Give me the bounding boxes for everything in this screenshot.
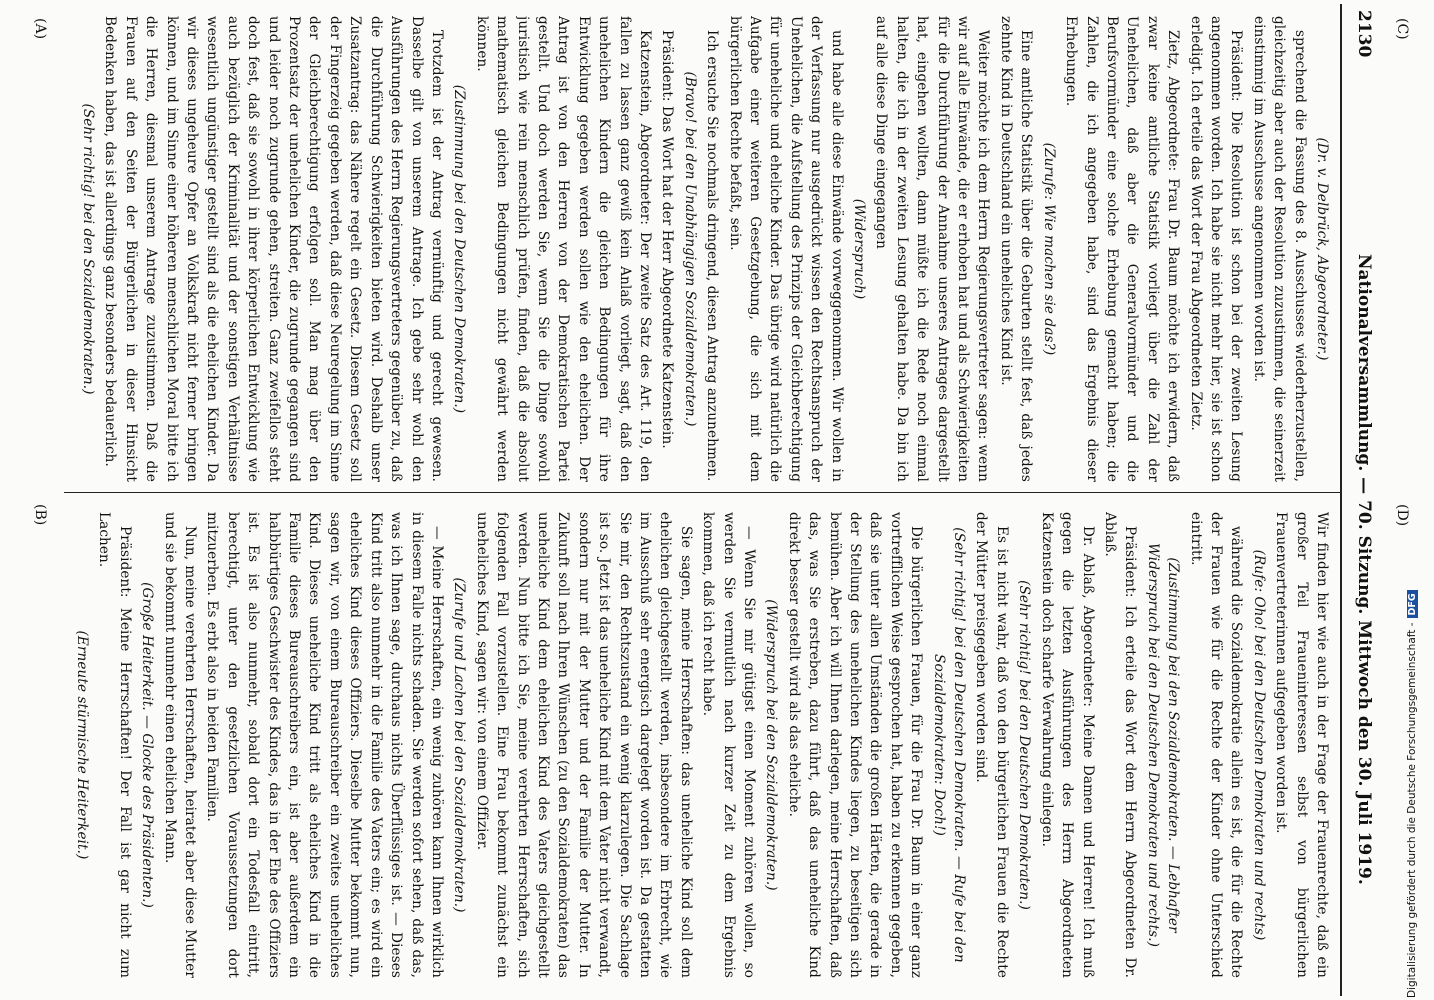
paragraph: Katzenstein, Abgeordneter: Der zweite Satz des Art. 119, den fallen zu lassen ganz gewiß kein Anlaß vorliegt, sagt, daß den unehelichen Kindern die gleichen Bedingungen für ihre Entwicklung gegeben werden sollen wie den ehelichen. Der Antrag ist von den Herren von der Demokratischen Partei gestellt. Und doch werden Sie, wenn Sie die Dinge sowohl juristisch wie rein menschlich prüfen, finden, daß die absolut mathematisch gleichen Bedingungen nicht gewährt werden können. — [473, 16, 653, 482]
margin-mark-c: (C) — [1394, 18, 1410, 40]
dfg-logo: DFG — [1407, 590, 1418, 618]
paragraph: Weiter möchte ich dem Herrn Regierungsvertreter sagen: wenn wir auf alle Einwände, die er erhoben hat und als Schwierigkeiten für die Durchführung der Annahme unseres Antrages dargestellt hat, eingehen wollten, dann müßte ich die Rede noch einmal halten, die ich in der zweiten Lesung gehalten habe. Da bin ich auf alle diese Dinge eingegangen — [873, 16, 992, 482]
paragraph: Es ist nicht wahr, daß von den bürgerlichen Frauen die Rechte der Mütter preisgegeben worden sind. — [973, 512, 1010, 978]
page-number: 2130 — [1354, 10, 1374, 58]
margin-mark-a: (A) — [32, 18, 48, 40]
page-header — [1340, 4, 1386, 996]
paragraph: (Rufe: Oho! bei den Deutschen Demokraten und rechts) — [1250, 549, 1267, 941]
paragraph: (Dr. v. Delbrück, Abgeordneter.) — [1314, 137, 1330, 361]
paragraph: (Widerspruch bei den Sozialdemokraten.) — [763, 599, 780, 891]
paragraph: Wir finden hier wie auch in der Frage der Frauenrechte, daß ein großer Teil Fraueninteressen selbst von bürgerlichen Frauenvertreterinnen aufgegeben worden ist. — [1273, 512, 1330, 978]
column-divider — [64, 492, 1340, 493]
paragraph: (Sehr richtig! bei den Deutschen Demokraten. — Rufe bei den Sozialdemokraten: Doch!) — [930, 527, 968, 963]
paragraph: (Erneute stürmische Heiterkeit.) — [74, 630, 91, 860]
paragraph: Präsident: Die Resolution ist schon bei der zweiten Lesung angenommen worden. Ich habe sie nicht mehr hier, sie ist schon erledigt. Ich erteile das Wort der Frau Abgeordneten Zietz. — [1187, 16, 1245, 482]
digitization-note — [1406, 8, 1426, 998]
paragraph: (Große Heiterkeit. — Glocke des Präsidenten.) — [139, 582, 156, 908]
paragraph: Präsident: Das Wort hat der Herr Abgeordnete Katzenstein. — [659, 30, 676, 449]
paragraph: — Meine Herrschaften, ein wenig zuhören kann Ihnen wirklich in diesem Falle nichts schaden. Sie werden sofort sehen, daß das, was ich Ihnen sage, durchaus nichts Überflüssiges ist. — Dieses Kind tritt also nunmehr in die Familie des Vaters ein; es wird ein eheliches Kind dieses Offiziers. Dieselbe Mutter bekommt nun, sagen wir, von einem Bureauschreiber ein zweites uneheliches Kind. Dieses uneheliche Kind tritt als eheliches Kind in die Familie dieses Bureauschreibers ein, ist aber außerdem ein halbbürtiges Geschwister des Kindes, das in der Ehe des Offiziers ist. Es ist also nunmehr, sobald dort ein Todesfall eintritt, berechtigt, unter den gesetzlichen Voraussetzungen dort mitzuerben. Es erbt also in beiden Familien. — [204, 512, 445, 978]
digitization-text: Digitalisierung gefördert durch die Deutsche Forschungsgemeinschaft - — [1406, 622, 1418, 998]
paragraph: sprechend die Fassung des 8. Ausschusses wiederherzustellen, gleichzeitig aber auch der Resolution zuzustimmen, die seinerzeit einstimmig im Ausschusse angenommen worden ist. — [1250, 16, 1308, 482]
paragraph: Präsident: Meine Herrschaften! Der Fall ist gar nicht zum Lachen. — [96, 512, 133, 978]
paragraph: (Zustimmung bei den Sozialdemokraten. — Lebhafter Widerspruch bei den Deutschen Demokraten und rechts.) — [1144, 542, 1182, 948]
rotated-page-content — [32, 4, 1410, 996]
paragraph: Die bürgerlichen Frauen, für die Frau Dr. Baum in einer ganz vortrefflichen Weise gesprochen hat, haben zu erkennen gegeben, daß sie unter allen Umständen die großen Härten, die gerade in der Stellung des unehelichen Kindes liegen, zu beseitigen sich bemühen. Aber ich will Ihnen darlegen, meine Herrschaften, daß das, was Sie erstreben, dazu führt, daß das uneheliche Kind direkt besser gestellt wird als das eheliche. — [785, 512, 925, 978]
paragraph: während die Sozialdemokratie allein es ist, die für die Rechte der Frauen wie für die Rechte der Kinder ohne Unterschied eintritt. — [1187, 512, 1245, 978]
paragraph: (Zurufe: Wie machen sie das?) — [1040, 142, 1057, 356]
paragraph: (Zurufe und Lachen bei den Sozialdemokraten.) — [451, 577, 468, 913]
paragraph: Eine amtliche Statistik über die Geburten stellt fest, daß jedes zehnte Kind in Deutschland ein uneheliches Kind ist. — [997, 16, 1035, 482]
paragraph: Zietz, Abgeordnete: Frau Dr. Baum möchte ich erwidern, daß zwar keine amtliche Statistik vorliegt über die Zahl der Unehelichen, daß aber die Generalvormünder und die Berufsvormünder eine solche Erhebung gemacht haben; die Zahlen, die ich angegeben habe, sind das Ergebnis dieser Erhebungen. — [1063, 16, 1182, 482]
paragraph: Ich ersuche Sie nochmals dringend, diesen Antrag anzunehmen. — [704, 30, 721, 482]
paragraph: und habe alle diese Einwände vorweggenommen. Wir wollen in der Verfassung nur ausgedrückt wissen den Rechtsanspruch der Unehelichen, die Aufstellung des Prinzips der Gleichberechtigung für uneheliche und eheliche Kinder. Das übrige wird natürlich die Aufgabe einer weiteren Gesetzgebung, die sich mit dem bürgerlichen Rechte befaßt, sein. — [726, 16, 845, 482]
header-rule — [1340, 4, 1342, 996]
paragraph: Sie sagen, meine Herrschaften: das uneheliche Kind soll dem ehelichen gleichgestellt werden, insbesondere im Erbrecht, wie im Ausschuß sehr energisch dargelegt worden ist. Da gestatten Sie mir, den Rechtszustand ein wenig klarzulegen. Die Sachlage ist so. Jetzt ist das uneheliche Kind mit dem Vater nicht verwandt, sondern nur mit der Mutter und der Familie der Mutter. In Zukunft soll nach Ihren Wünschen (zu den Sozialdemokraten) das uneheliche Kind dem ehelichen Kind des Vaters gleichgestellt werden. Nun bitte ich Sie, meine verehrten Herrschaften, sich folgenden Fall vorzustellen. Eine Frau bekommt zunächst ein uneheliches Kind, sagen wir: von einem Offizier. — [473, 512, 694, 978]
paragraph: Trotzdem ist der Antrag vernünftig und gerecht gewesen. Dasselbe gilt von unserem Antrage. Ich gebe sehr wohl den Ausführungen des Herrn Regierungsvertreters gegenüber zu, daß die Durchführung Schwierigkeiten bieten wird. Deshalb unser Zusatzantrag: das Nähere regelt ein Gesetz. Diesem Gesetz soll der Fingerzeig gegeben werden, daß diese Neuregelung im Sinne der Gleichberechtigung erfolgen soll. Man mag über den Prozentsatz der unehelichen Kinder, die zugrunde gegangen sind und leider noch zugrunde gehen, streiten. Ganz zweifellos steht doch fest, daß sie sowohl in ihrer körperlichen Entwicklung wie auch bezüglich der Kriminalität und der sonstigen Verhältnisse wesentlich ungünstiger gestellt sind als die ehelichen Kinder. Da wir dieses ungeheure Opfer an Volkskraft nicht ferner bringen können, und im Sinne einer höheren menschlichen Moral bitte ich die Herren, diesmal unserem Antrage zuzustimmen. Daß die Frauen auf den Seiten der Bürgerlichen in dieser Hinsicht Bedenken haben, das ist allerdings ganz besonders bedauerlich. — [102, 16, 445, 482]
paragraph: Nun, meine verehrten Herrschaften, heiratet aber diese Mutter und sie bekommt nunmehr einen ehelichen Mann. — [161, 512, 199, 978]
paragraph: (Sehr richtig! bei den Deutschen Demokraten.) — [1016, 580, 1033, 910]
right-column — [66, 512, 1332, 978]
paragraph: — Wenn Sie mir gütigst einen Moment zuhören wollen, so werden Sie vermutlich nach kurzer Zeit zu dem Ergebnis kommen, daß ich recht habe. — [700, 512, 758, 978]
paragraph: Präsident: Ich erteile das Wort dem Herrn Abgeordneten Dr. Ablaß. — [1101, 512, 1139, 978]
paragraph: (Sehr richtig! bei den Sozialdemokraten.) — [80, 103, 97, 395]
margin-mark-b: (B) — [32, 504, 48, 526]
margin-mark-d: (D) — [1394, 504, 1410, 527]
paragraph: Dr. Ablaß, Abgeordneter: Meine Damen und Herren! Ich muß gegen die letzten Ausführungen des Herrn Abgeordneten Katzenstein doch scharfe Verwahrung einlegen. — [1038, 512, 1096, 978]
paragraph: (Zustimmung bei den Deutschen Demokraten.) — [451, 84, 468, 414]
left-column — [66, 16, 1332, 482]
running-title: Nationalversammlung. — 70. Sitzung. Mittwoch den 30. Juli 1919. — [1354, 254, 1374, 885]
paragraph: (Bravo! bei den Unabhängigen Sozialdemokraten.) — [681, 71, 698, 427]
paragraph: (Widerspruch) — [851, 198, 868, 300]
